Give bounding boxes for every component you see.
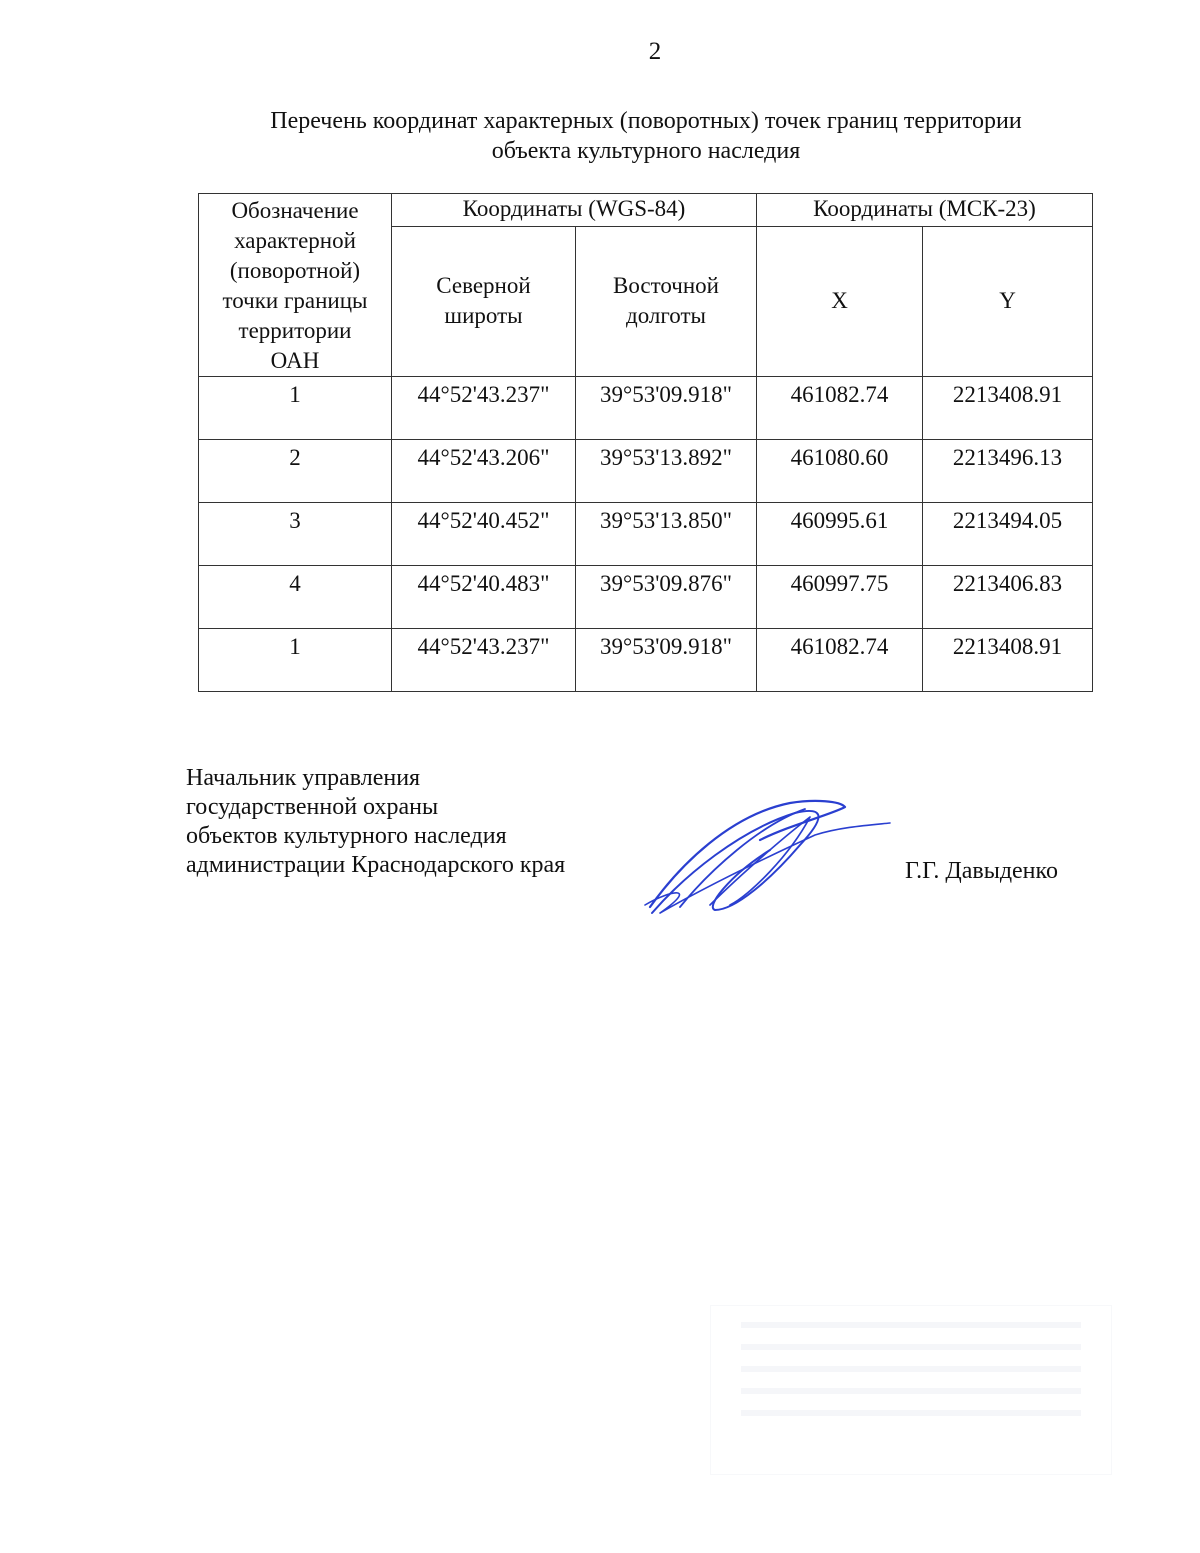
cell-lon: 39°53'09.876" [576,566,757,629]
title-line-1: Перечень координат характерных (поворотных) точек границ территории [270,108,1022,134]
cell-y: 2213408.91 [923,629,1093,692]
cell-y: 2213496.13 [923,440,1093,503]
header-east-longitude [576,226,757,376]
table-row [199,629,1093,692]
coordinates-table [198,193,1093,692]
cell-lon: 39°53'09.918" [576,629,757,692]
table-row [199,440,1093,503]
header-point-designation [199,194,392,377]
page-number: 2 [648,38,662,65]
header-north-latitude [392,226,576,376]
cell-lon: 39°53'09.918" [576,377,757,440]
header-lat-line: широты [444,303,523,329]
header-x: X [757,226,923,376]
cell-point: 1 [199,377,392,440]
table-row [199,503,1093,566]
cell-y: 2213406.83 [923,566,1093,629]
header-point-line: ОАН [270,348,320,373]
header-y: Y [923,226,1093,376]
header-msk23-group: Координаты (МСК-23) [757,194,1093,227]
handwritten-signature [640,795,900,925]
header-lat-line: Северной [436,273,531,299]
signature-strokes [645,801,890,913]
table-row [199,566,1093,629]
signer-name: Г.Г. Давыденко [905,858,1058,884]
position-line: объектов культурного наследия [186,823,507,849]
cell-lon: 39°53'13.892" [576,440,757,503]
cell-lat: 44°52'43.206" [392,440,576,503]
header-lon-line: долготы [626,303,706,329]
cell-point: 2 [199,440,392,503]
header-point-line: характерной [234,228,356,253]
cell-lat: 44°52'40.483" [392,566,576,629]
cell-lon: 39°53'13.850" [576,503,757,566]
header-point-line: (поворотной) [229,258,361,283]
cell-lat: 44°52'43.237" [392,377,576,440]
cell-x: 461082.74 [757,629,923,692]
header-point-line: точки границы [222,288,368,313]
header-point-line: территории [238,318,352,343]
cell-x: 460997.75 [757,566,923,629]
cell-x: 461082.74 [757,377,923,440]
header-point-line: Обозначение [231,198,359,223]
header-lon-line: Восточной [613,273,719,299]
cell-y: 2213494.05 [923,503,1093,566]
position-line: государственной охраны [186,794,439,820]
cell-point: 1 [199,629,392,692]
cell-x: 460995.61 [757,503,923,566]
cell-lat: 44°52'43.237" [392,629,576,692]
table-row [199,377,1093,440]
document-title [200,106,1092,166]
cell-y: 2213408.91 [923,377,1093,440]
signatory-position [186,764,565,880]
header-wgs84-group: Координаты (WGS-84) [392,194,757,227]
position-line: Начальник управления [186,765,421,791]
cell-x: 461080.60 [757,440,923,503]
cell-lat: 44°52'40.452" [392,503,576,566]
cell-point: 3 [199,503,392,566]
title-line-2: объекта культурного наследия [491,138,801,164]
position-line: администрации Краснодарского края [186,852,566,878]
faded-stamp [710,1305,1112,1475]
cell-point: 4 [199,566,392,629]
